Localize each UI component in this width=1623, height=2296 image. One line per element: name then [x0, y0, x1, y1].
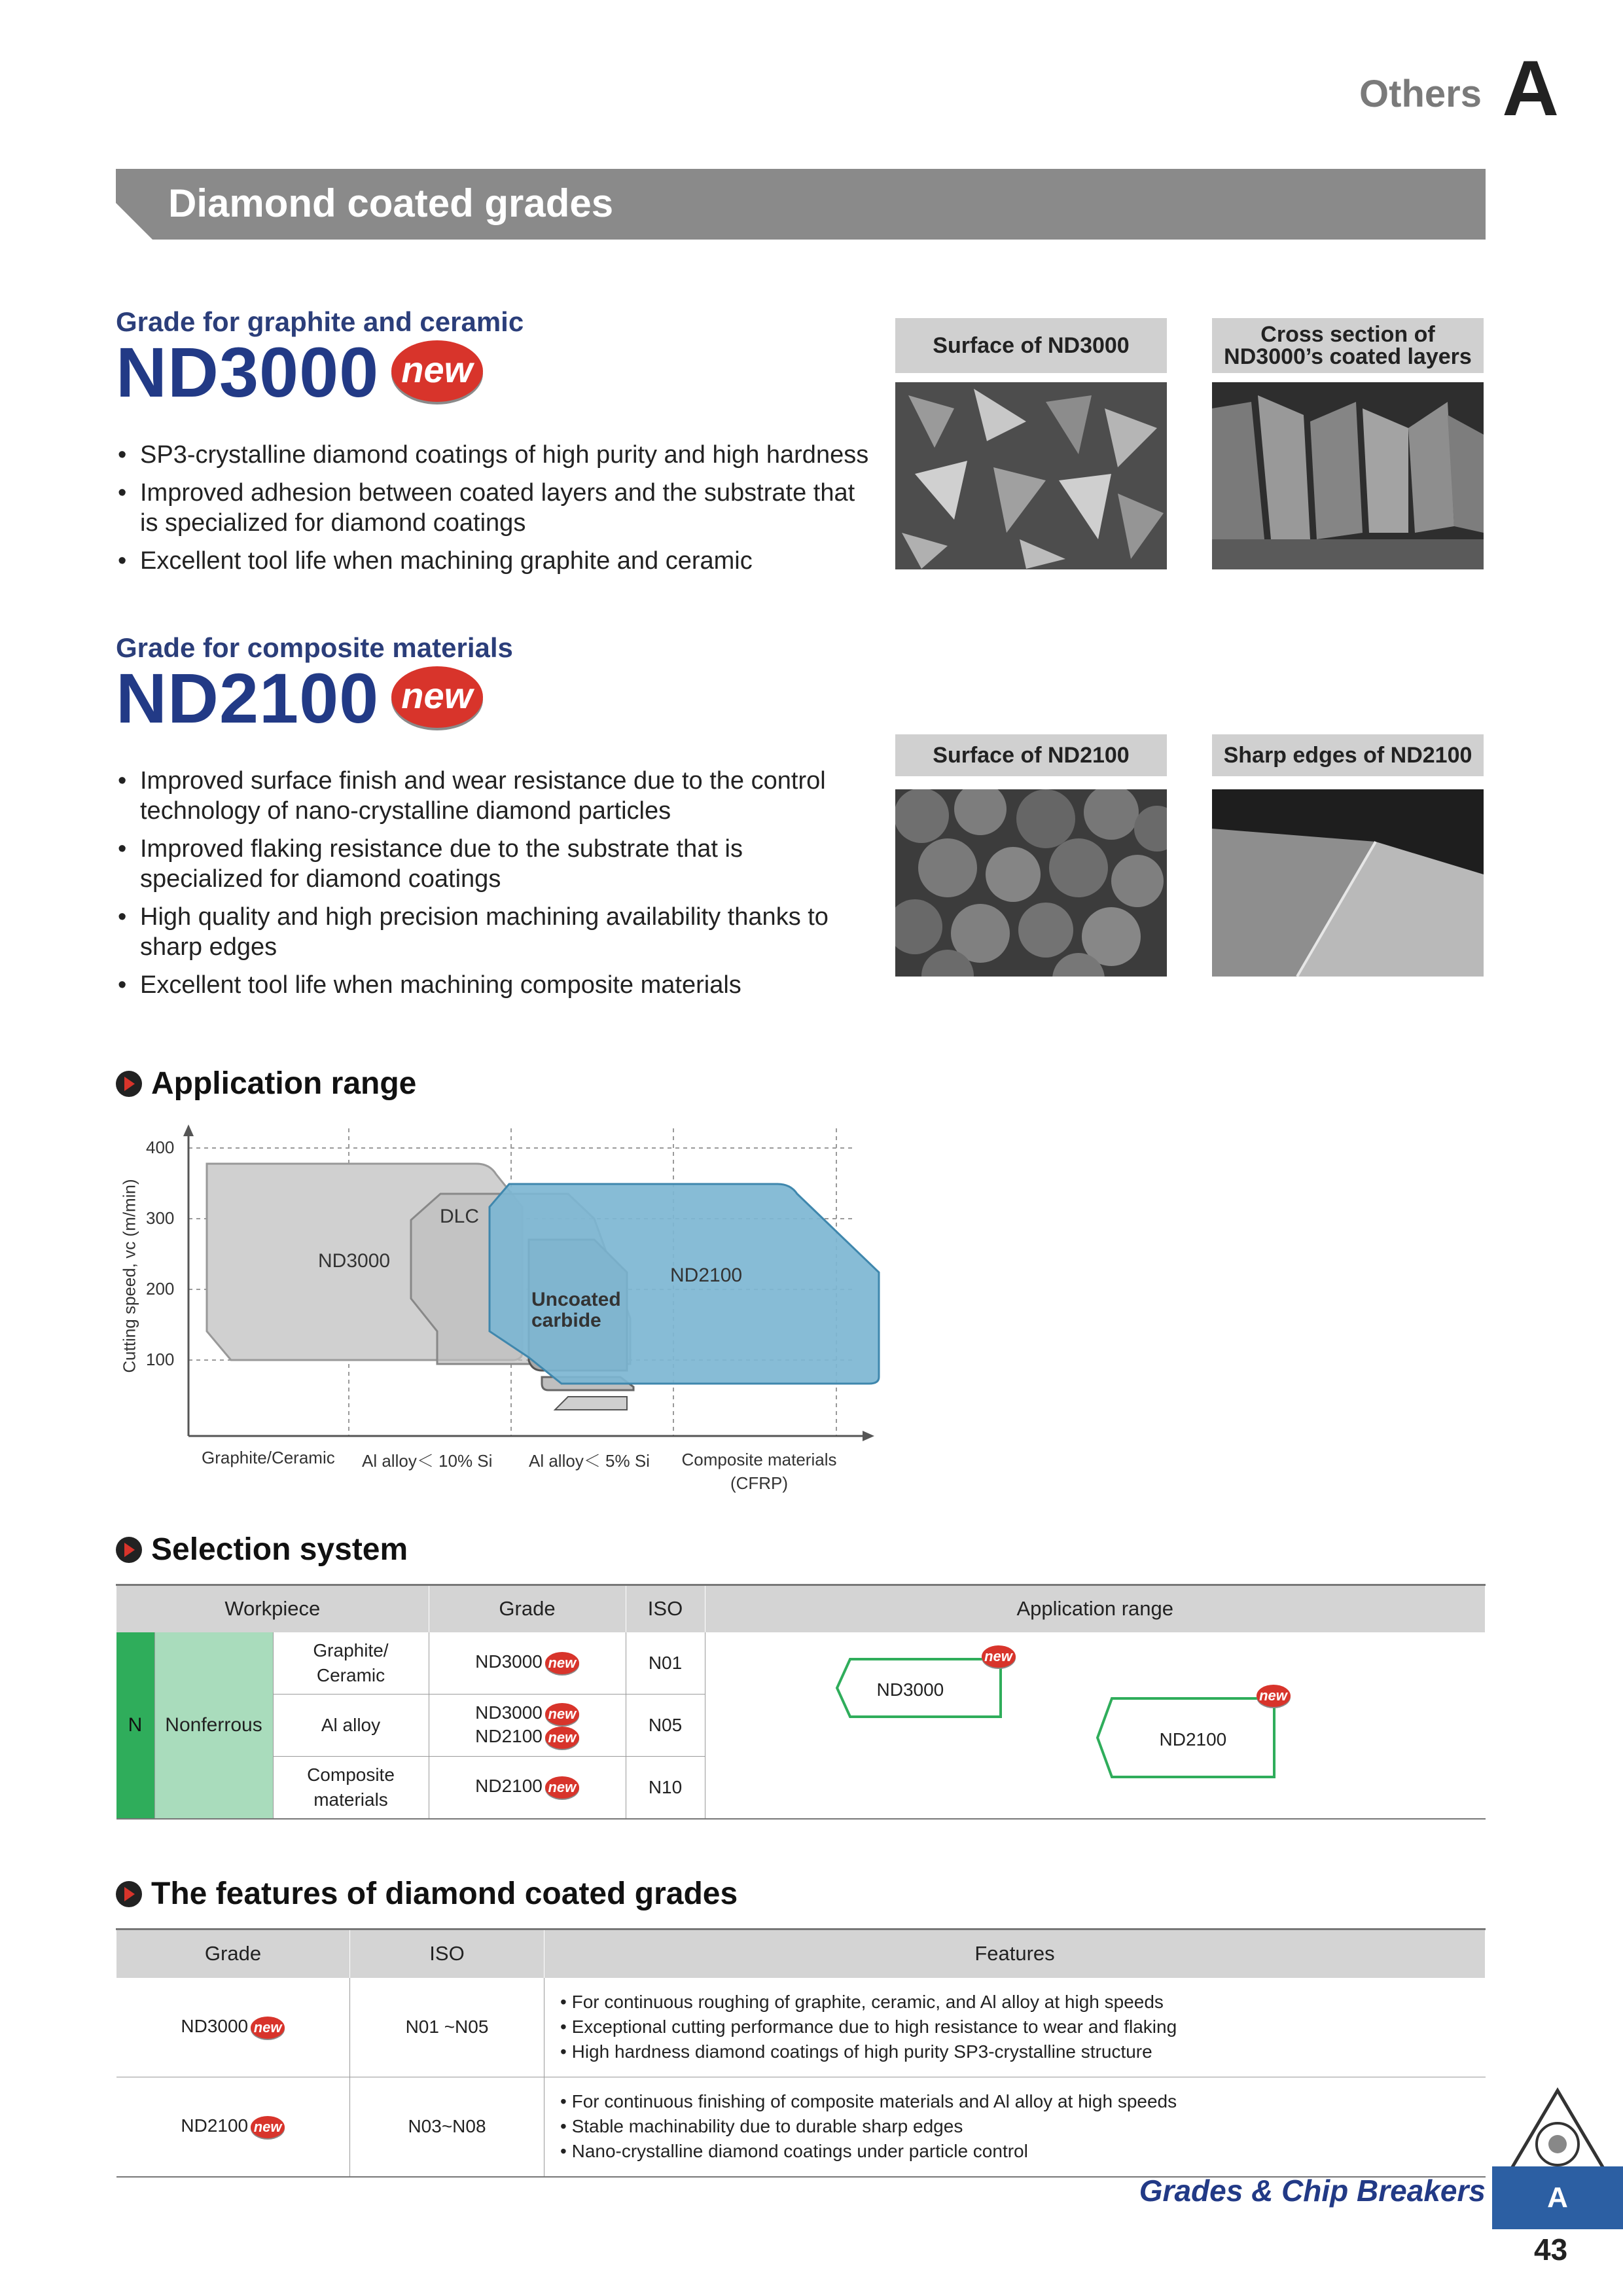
nd3000-bullets: [118, 440, 870, 584]
photo-label: Surface of ND2100: [895, 734, 1167, 776]
section-letter: A: [1502, 45, 1559, 132]
new-badge: new: [391, 666, 483, 728]
nd2100-name: ND2100: [116, 658, 380, 738]
workpiece-cell: Composite materials: [273, 1757, 429, 1819]
new-badge: new: [391, 340, 483, 402]
selection-system-heading: [116, 1532, 408, 1568]
heading-text: Selection system: [151, 1532, 408, 1567]
section-arrow-icon: [116, 1537, 142, 1563]
feature-item: • Exceptional cutting performance due to high resistance to wear and flaking: [560, 2017, 1177, 2037]
iso-cell: N05: [626, 1695, 705, 1757]
section-arrow-icon: [116, 1881, 142, 1907]
section-arrow-icon: [116, 1071, 142, 1097]
features-cell: [544, 2077, 1486, 2177]
grade-name: ND3000: [475, 1651, 543, 1672]
features-cell: [544, 1978, 1486, 2077]
nd2100-surface-photo: [895, 789, 1167, 977]
page-number: 43: [1534, 2233, 1568, 2267]
x-category-line: Composite materials: [681, 1450, 837, 1469]
new-badge: new: [545, 1652, 579, 1674]
th-grade: Grade: [429, 1585, 626, 1632]
iso-cell: N03~N08: [350, 2077, 544, 2177]
grade-name: ND2100: [475, 1726, 543, 1746]
y-tick: 400: [146, 1138, 175, 1157]
heading-text: The features of diamond coated grades: [151, 1876, 738, 1911]
iso-cell: N10: [626, 1757, 705, 1819]
nd3000-cross-section-photo: [1212, 382, 1484, 569]
application-range-cell: [705, 1632, 1486, 1819]
region-label-nd2100: ND2100: [670, 1265, 743, 1286]
grade-name: ND3000: [181, 2015, 249, 2036]
features-heading: [116, 1876, 738, 1912]
th-grade: Grade: [116, 1929, 350, 1978]
bullet: • Improved flaking resistance due to the substrate that is specialized for diamond coatings: [118, 834, 870, 894]
photo-label: Sharp edges of ND2100: [1212, 734, 1484, 776]
grade-name: ND2100: [181, 2115, 249, 2136]
region-label-nd3000: ND3000: [318, 1250, 391, 1272]
group-code: N: [116, 1632, 155, 1819]
application-range-chart: [110, 1122, 882, 1493]
workpiece-cell: Al alloy: [273, 1695, 429, 1757]
feature-item: • For continuous roughing of graphite, ceramic, and Al alloy at high speeds: [560, 1992, 1164, 2013]
iso-cell: N01 ~N05: [350, 1978, 544, 2077]
grade-cell: [429, 1757, 626, 1819]
x-category: Graphite/Ceramic: [202, 1448, 335, 1467]
new-badge: new: [982, 1645, 1016, 1668]
photo-label: Surface of ND3000: [895, 318, 1167, 373]
th-application-range: Application range: [705, 1585, 1486, 1632]
bullet: • Improved adhesion between coated layers and the substrate that is specialized for diamond coatings: [118, 478, 870, 538]
y-tick: 300: [146, 1208, 175, 1228]
region-label-uncoated-carbide: Uncoated carbide: [531, 1289, 621, 1331]
grade-name: ND2100: [475, 1776, 543, 1797]
features-table: [116, 1928, 1486, 2178]
feature-item: • For continuous finishing of composite materials and Al alloy at high speeds: [560, 2091, 1177, 2112]
bullet: • Excellent tool life when machining graphite and ceramic: [118, 546, 870, 576]
group-name: Nonferrous: [154, 1632, 273, 1819]
application-range-heading: [116, 1066, 416, 1102]
range-label-nd2100: ND2100: [1159, 1729, 1227, 1749]
new-badge: new: [545, 1727, 579, 1749]
grade-cell: [429, 1695, 626, 1757]
chart-plot: [110, 1122, 882, 1488]
region-label-dlc: DLC: [440, 1206, 480, 1227]
nd2100-bullets: [118, 766, 870, 1008]
x-category-line: (CFRP): [730, 1473, 789, 1493]
iso-cell: N01: [626, 1632, 705, 1695]
grade-cell: [116, 1978, 350, 2077]
page-title: Diamond coated grades: [168, 181, 614, 225]
x-category: [681, 1448, 838, 1495]
nd3000-subtitle: Grade for graphite and ceramic: [116, 306, 524, 337]
new-badge: new: [1257, 1685, 1291, 1707]
new-badge: new: [545, 1703, 579, 1725]
footer-text: Grades & Chip Breakers: [1139, 2174, 1486, 2208]
feature-item: • Stable machinability due to durable sharp edges: [560, 2116, 963, 2137]
th-features: Features: [544, 1929, 1486, 1978]
nd2100-subtitle: Grade for composite materials: [116, 632, 513, 663]
bullet: • High quality and high precision machining availability thanks to sharp edges: [118, 902, 870, 962]
insert-logo-icon: [1505, 2085, 1610, 2177]
y-axis-label: Cutting speed, vc (m/min): [119, 1179, 139, 1373]
y-tick: 100: [146, 1350, 175, 1369]
nd2100-sharp-edge-photo: [1212, 789, 1484, 977]
heading-text: Application range: [151, 1066, 417, 1101]
nd3000-title: [116, 331, 483, 413]
workpiece-cell: Graphite/ Ceramic: [273, 1632, 429, 1695]
photo-label: Cross section of ND3000’s coated layers: [1212, 318, 1484, 373]
section-name: Others: [1359, 73, 1482, 115]
th-workpiece: Workpiece: [116, 1585, 429, 1632]
new-badge: new: [251, 2017, 285, 2039]
feature-item: • High hardness diamond coatings of high purity SP3-crystalline structure: [560, 2041, 1152, 2062]
x-category: Al alloy＜ 5% Si: [529, 1451, 650, 1471]
grade-name: ND3000: [475, 1702, 543, 1723]
y-tick: 200: [146, 1279, 175, 1299]
bullet: • Improved surface finish and wear resistance due to the control technology of nano-crystalline diamond particles: [118, 766, 870, 826]
title-bar: [116, 169, 1486, 240]
footer-section-box: A: [1492, 2166, 1623, 2229]
th-iso: ISO: [626, 1585, 705, 1632]
nd3000-name: ND3000: [116, 332, 380, 412]
feature-item: • Nano-crystalline diamond coatings under particle control: [560, 2141, 1028, 2162]
nd3000-surface-photo: [895, 382, 1167, 569]
x-category: Al alloy＜ 10% Si: [362, 1451, 493, 1471]
range-label-nd3000: ND3000: [876, 1679, 944, 1700]
nd2100-title: [116, 657, 483, 739]
grade-cell: [429, 1632, 626, 1695]
th-iso: ISO: [350, 1929, 544, 1978]
new-badge: new: [251, 2116, 285, 2138]
bullet: • SP3-crystalline diamond coatings of high purity and high hardness: [118, 440, 870, 470]
new-badge: new: [545, 1776, 579, 1799]
grade-cell: [116, 2077, 350, 2177]
bullet: • Excellent tool life when machining composite materials: [118, 970, 870, 1000]
selection-table: [116, 1584, 1486, 1820]
range-arrows: [706, 1633, 1485, 1818]
